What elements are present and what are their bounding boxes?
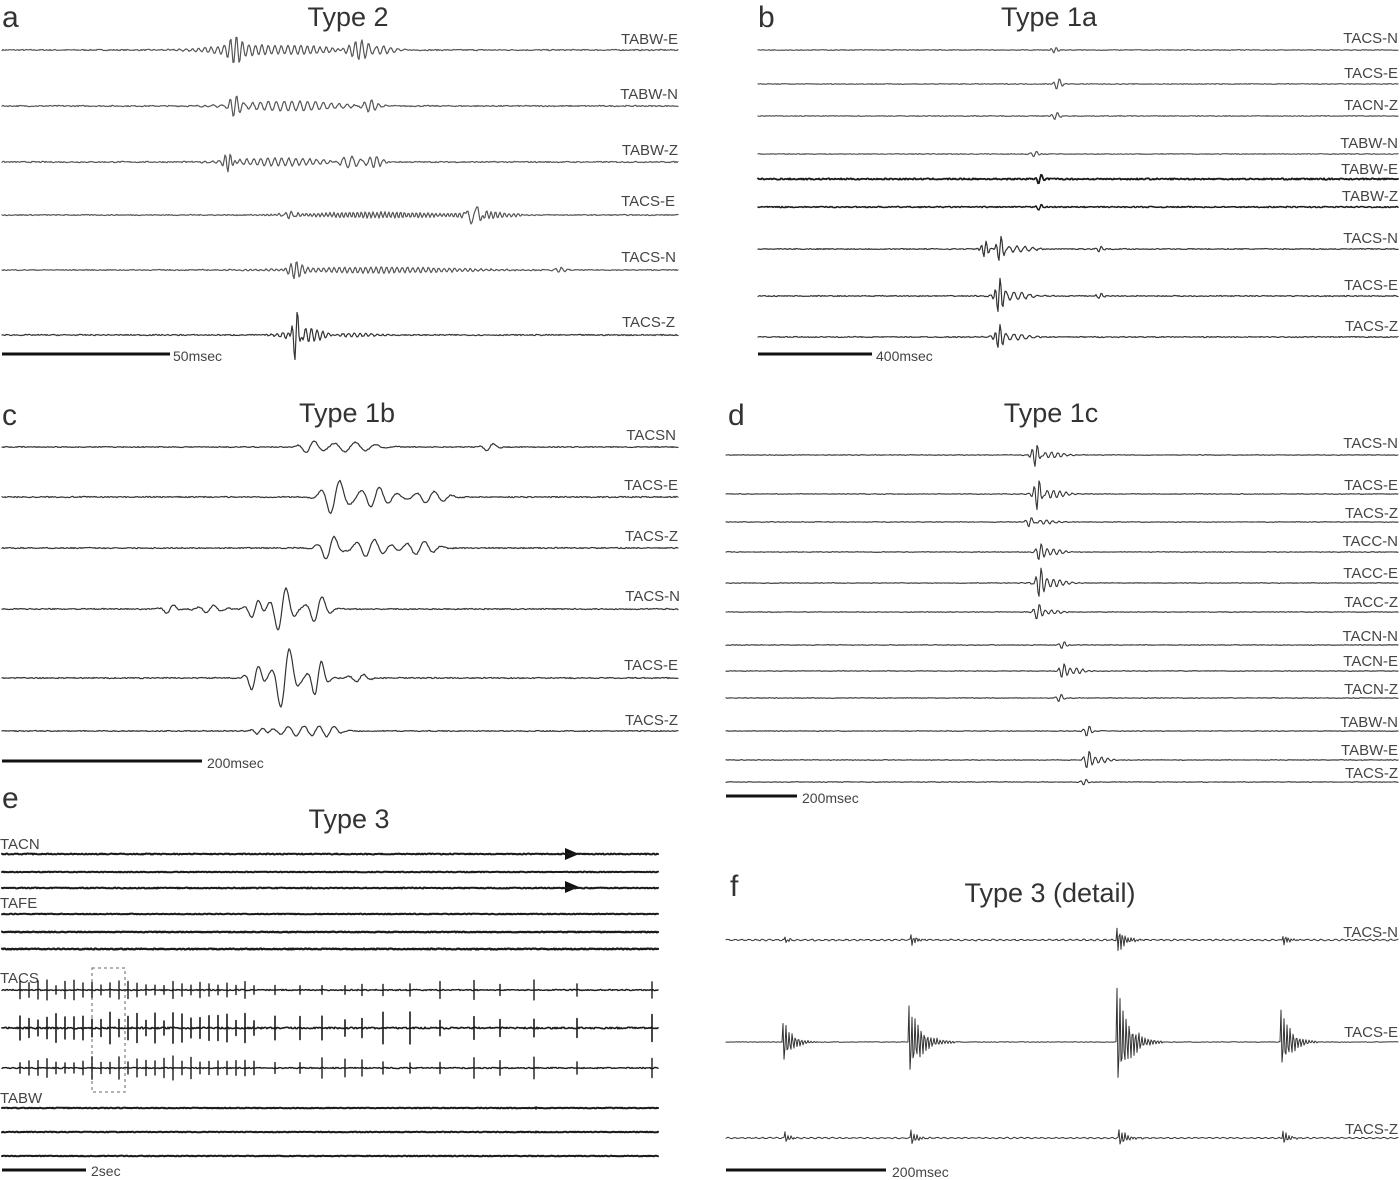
panel-d-trace bbox=[726, 726, 1398, 735]
panel-b-trace bbox=[758, 48, 1398, 53]
panel-b-trace bbox=[758, 237, 1398, 261]
panel-a-trace bbox=[2, 96, 678, 116]
panel-f-channel-label: TACS-N bbox=[1343, 924, 1398, 941]
panel-e-group-label: TACS bbox=[0, 970, 39, 987]
panel-e-trace bbox=[2, 1156, 658, 1157]
panel-d-trace bbox=[726, 695, 1398, 702]
panel-e-trace bbox=[2, 932, 658, 933]
panel-a-channel-label: TABW-Z bbox=[621, 142, 678, 159]
panel-b-trace bbox=[758, 278, 1398, 311]
panel-c-scale-label: 200msec bbox=[207, 755, 264, 771]
panel-c-channel-label: TACS-N bbox=[625, 588, 680, 605]
panel-f-channel-label: TACS-Z bbox=[1344, 1121, 1398, 1138]
panel-b-channel-label: TACS-N bbox=[1343, 30, 1398, 47]
panel-c-channel-label: TACS-E bbox=[624, 477, 678, 494]
panel-b-trace bbox=[758, 79, 1398, 89]
panel-c-trace bbox=[2, 588, 678, 630]
panel-e-trace bbox=[2, 1107, 658, 1108]
panel-d-title: Type 1c bbox=[1003, 398, 1099, 428]
panel-b-channel-label: TACS-E bbox=[1344, 277, 1398, 294]
panel-e-trace bbox=[2, 949, 658, 950]
panel-a-trace bbox=[2, 207, 678, 224]
panel-b-trace bbox=[758, 113, 1398, 120]
panel-f-trace bbox=[726, 1130, 1398, 1144]
panel-d-channel-label: TACC-N bbox=[1342, 533, 1398, 550]
panel-a-trace bbox=[2, 262, 678, 279]
panel-a-title: Type 2 bbox=[307, 2, 389, 32]
panel-e-trace bbox=[2, 872, 658, 873]
panel-c-channel-label: TACS-Z bbox=[624, 712, 678, 729]
panel-e-trace bbox=[2, 980, 658, 1000]
panel-e-trace bbox=[2, 854, 658, 855]
panel-f-trace bbox=[726, 928, 1398, 950]
panel-d-trace bbox=[726, 664, 1398, 677]
panel-b-channel-label: TACS-N bbox=[1343, 230, 1398, 247]
panel-b-channel-label: TACS-Z bbox=[1344, 318, 1398, 335]
panel-b-scale-label: 400msec bbox=[876, 348, 933, 364]
panel-d-trace bbox=[726, 568, 1398, 596]
panel-b-channel-label: TABW-Z bbox=[1341, 188, 1398, 205]
panel-c-trace bbox=[2, 480, 678, 513]
panel-b-channel-label: TACN-Z bbox=[1344, 97, 1398, 114]
panel-e-group-label: TAFE bbox=[0, 895, 38, 912]
panel-a-trace bbox=[2, 313, 678, 360]
panel-c-trace bbox=[2, 441, 678, 452]
panel-d-letter: d bbox=[728, 399, 745, 432]
panel-c-channel-label: TACS-E bbox=[624, 657, 678, 674]
panel-d-channel-label: TACS-Z bbox=[1344, 765, 1398, 782]
panel-e-detail-box bbox=[92, 968, 125, 1092]
panel-a-trace bbox=[2, 37, 678, 62]
panel-f-scale-label: 200msec bbox=[892, 1164, 949, 1180]
panel-a-channel-label: TABW-E bbox=[621, 31, 678, 48]
panel-d-trace bbox=[726, 779, 1398, 784]
panel-c-channel-label: TACSN bbox=[626, 427, 676, 444]
panel-b-trace bbox=[758, 325, 1398, 348]
panel-f-trace bbox=[726, 988, 1398, 1077]
panel-f-letter: f bbox=[730, 870, 739, 903]
panel-f-channel-label: TACS-E bbox=[1344, 1024, 1398, 1041]
panel-a-trace bbox=[2, 154, 678, 171]
panel-a-channel-label: TACS-E bbox=[621, 193, 675, 210]
panel-d-channel-label: TABW-E bbox=[1341, 742, 1398, 759]
panel-d-trace bbox=[726, 752, 1398, 768]
panel-e-scale-label: 2sec bbox=[91, 1163, 121, 1179]
panel-e-group-label: TABW bbox=[0, 1090, 43, 1107]
panel-b-channel-label: TACS-E bbox=[1344, 65, 1398, 82]
panel-b-title: Type 1a bbox=[1000, 2, 1098, 32]
panel-d-channel-label: TACC-Z bbox=[1344, 594, 1398, 611]
panel-c-trace bbox=[2, 536, 678, 559]
panel-d-trace bbox=[726, 544, 1398, 560]
panel-c-title: Type 1b bbox=[298, 398, 396, 428]
panel-d-channel-label: TACS-N bbox=[1343, 435, 1398, 452]
panel-b-channel-label: TABW-N bbox=[1340, 135, 1398, 152]
panel-e-letter: e bbox=[2, 782, 19, 815]
panel-d-scale-label: 200msec bbox=[802, 790, 859, 806]
panel-e-trace bbox=[2, 1056, 658, 1080]
panel-b-trace bbox=[758, 175, 1398, 184]
panel-d-channel-label: TACN-E bbox=[1343, 653, 1398, 670]
panel-d-trace bbox=[726, 445, 1398, 466]
panel-d-channel-label: TABW-N bbox=[1340, 714, 1398, 731]
panel-e-trace bbox=[2, 914, 658, 915]
panel-d-trace bbox=[726, 518, 1398, 527]
panel-f-title: Type 3 (detail) bbox=[964, 878, 1136, 908]
panel-d-trace bbox=[726, 605, 1398, 619]
panel-d-channel-label: TACS-Z bbox=[1344, 505, 1398, 522]
panel-a-channel-label: TABW-N bbox=[620, 86, 678, 103]
panel-d-trace bbox=[726, 481, 1398, 510]
panel-c-channel-label: TACS-Z bbox=[624, 528, 678, 545]
panel-e-trace bbox=[2, 1012, 658, 1044]
panel-c-trace bbox=[2, 726, 678, 737]
panel-e-group-label: TACN bbox=[0, 836, 40, 853]
panel-d-channel-label: TACN-Z bbox=[1344, 681, 1398, 698]
panel-b-letter: b bbox=[758, 1, 775, 34]
panel-e-trace bbox=[2, 1132, 658, 1133]
panel-e-title: Type 3 bbox=[308, 804, 390, 834]
panel-a-letter: a bbox=[2, 1, 19, 34]
panel-d-trace bbox=[726, 642, 1398, 648]
panel-d-channel-label: TACN-N bbox=[1342, 628, 1398, 645]
waveform-traces bbox=[2, 37, 1398, 1156]
panel-b-channel-label: TABW-E bbox=[1341, 161, 1398, 178]
panel-b-trace bbox=[758, 152, 1398, 157]
panel-a-scale-label: 50msec bbox=[173, 348, 223, 364]
panel-c-trace bbox=[2, 649, 678, 707]
panel-d-channel-label: TACS-E bbox=[1344, 477, 1398, 494]
panel-a-channel-label: TACS-N bbox=[621, 249, 676, 266]
panel-a-channel-label: TACS-Z bbox=[621, 314, 675, 331]
panel-b-trace bbox=[758, 205, 1398, 210]
panel-e-trace bbox=[2, 888, 658, 889]
panel-c-letter: c bbox=[2, 399, 17, 432]
panel-d-channel-label: TACC-E bbox=[1343, 565, 1398, 582]
